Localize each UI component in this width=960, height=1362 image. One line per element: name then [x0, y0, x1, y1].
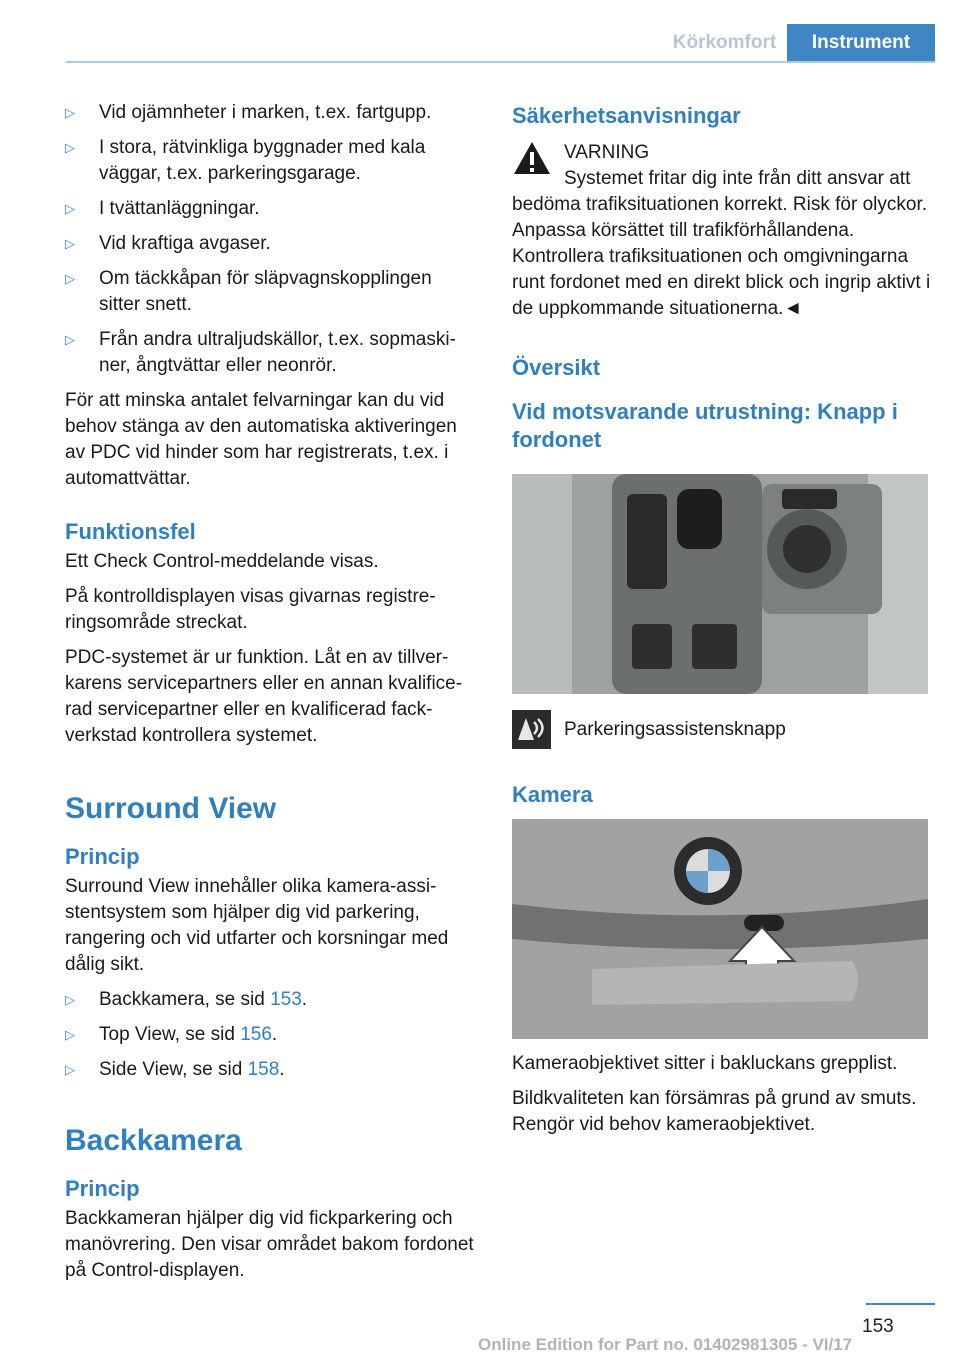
list-item: ▷ Från andra ultraljudskällor, t.ex. sopmaskiner, ångtvättar eller neonrör.	[65, 327, 477, 379]
bullet-triangle-icon: ▷	[65, 1062, 75, 1077]
list-item: ▷ Top View, se sid 156.	[65, 1022, 477, 1048]
heading-sakerhetsanvisningar: Säkerhetsanvisningar	[512, 103, 741, 128]
right-column	[512, 100, 932, 1147]
heading-princip: Princip	[65, 844, 140, 869]
paragraph-bildkvalitet: Bildkvaliteten kan försämras på grund av smuts. Rengör vid behov kameraobjektivet.	[512, 1088, 917, 1135]
list-item: ▷ I stora, rätvinkliga byggnader med kala väggar, t.ex. parkeringsgarage.	[65, 135, 477, 187]
bullet-triangle-icon: ▷	[65, 105, 75, 120]
paragraph-check-control: Ett Check Control-meddelande visas.	[65, 551, 379, 572]
list-item: ▷ I tvättanläggningar.	[65, 196, 477, 222]
bullet-list-conditions	[65, 100, 477, 379]
header-tabs	[662, 24, 935, 62]
paragraph-kameraobjektiv: Kameraobjektivet sitter i bakluckans grepplist.	[512, 1053, 898, 1074]
warning-title: VARNING	[564, 142, 650, 163]
parking-assist-label: Parkeringsassistensknapp	[564, 718, 786, 740]
parking-assist-row	[512, 710, 932, 749]
list-item: ▷ Om täckkåpan för släpvagnskopplingen sitter snett.	[65, 266, 477, 318]
list-item: ▷ Backkamera, se sid 153.	[65, 987, 477, 1013]
heading-backkamera: Backkamera	[65, 1124, 242, 1157]
heading-funktionsfel: Funktionsfel	[65, 519, 196, 544]
list-item: ▷ Side View, se sid 158.	[65, 1057, 477, 1083]
parking-assist-icon	[512, 710, 551, 749]
list-item: ▷ Vid ojämnheter i marken, t.ex. fartgupp.	[65, 100, 477, 126]
paragraph-surround-view: Surround View innehåller olika kamera-assistentsystem som hjälper dig vid parkering, rangering och vid utfarter och korsningar med dålig sikt.	[65, 876, 449, 975]
bullet-triangle-icon: ▷	[65, 201, 75, 216]
bullet-triangle-icon: ▷	[65, 332, 75, 347]
paragraph-pdc-ur-funktion: PDC-systemet är ur funktion. Låt en av tillverkarens servicepartners eller en annan kvalificerad servicepartner eller en kvalificerad fackverkstad kontrollera systemet.	[65, 647, 463, 746]
camera-photo	[512, 819, 928, 1039]
bullet-triangle-icon: ▷	[65, 1027, 75, 1042]
page-link[interactable]: 156	[240, 1024, 272, 1045]
paragraph-kontrolldisplay: På kontrolldisplayen visas givarnas registreringsområde streckat.	[65, 586, 436, 633]
paragraph-backkamera: Backkameran hjälper dig vid fickparkering och manövrering. Den visar området bakom fordonet på Control-displayen.	[65, 1208, 474, 1281]
warning-text: bedöma trafiksituationen korrekt. Risk för olyckor. Anpassa körsättet till trafikförhållandena. Kontrollera trafiksituationen och omgivningarna runt fordonet med en direkt blick och ingrip aktivt i de uppkommande situationerna.◄	[512, 194, 931, 319]
left-column	[65, 100, 477, 1293]
heading-kamera: Kamera	[512, 782, 593, 807]
paragraph-pdc-deactivate: För att minska antalet felvarningar kan du vid behov stänga av den automatiska aktiveringen av PDC vid hinder som har registrerats, t.ex. i automattvättar.	[65, 390, 457, 489]
heading-princip: Princip	[65, 1176, 140, 1201]
warning-box	[512, 140, 932, 192]
bullet-triangle-icon: ▷	[65, 271, 75, 286]
edition-watermark: Online Edition for Part no. 01402981305 - VI/17	[478, 1335, 853, 1354]
page-link[interactable]: 158	[247, 1059, 280, 1080]
header-divider	[66, 61, 935, 63]
page-number: 153	[862, 1316, 894, 1337]
heading-vid-motsvarande: Vid motsvarande utrustning: Knapp i fordonet	[512, 399, 898, 452]
page-link[interactable]: 153	[270, 989, 302, 1010]
warning-triangle-icon	[512, 140, 564, 192]
bullet-triangle-icon: ▷	[65, 140, 75, 155]
bullet-triangle-icon: ▷	[65, 992, 75, 1007]
heading-surround-view: Surround View	[65, 792, 277, 825]
bullet-triangle-icon: ▷	[65, 236, 75, 251]
bullet-list-references	[65, 987, 477, 1083]
tab-instrument[interactable]: Instrument	[787, 24, 935, 62]
warning-first-line: Systemet fritar dig inte från ditt ansvar att	[564, 168, 911, 189]
heading-oversikt: Översikt	[512, 355, 601, 380]
console-photo	[512, 474, 928, 694]
footer-divider	[866, 1303, 935, 1305]
tab-korkomfort[interactable]: Körkomfort	[672, 32, 777, 53]
list-item: ▷ Vid kraftiga avgaser.	[65, 231, 477, 257]
